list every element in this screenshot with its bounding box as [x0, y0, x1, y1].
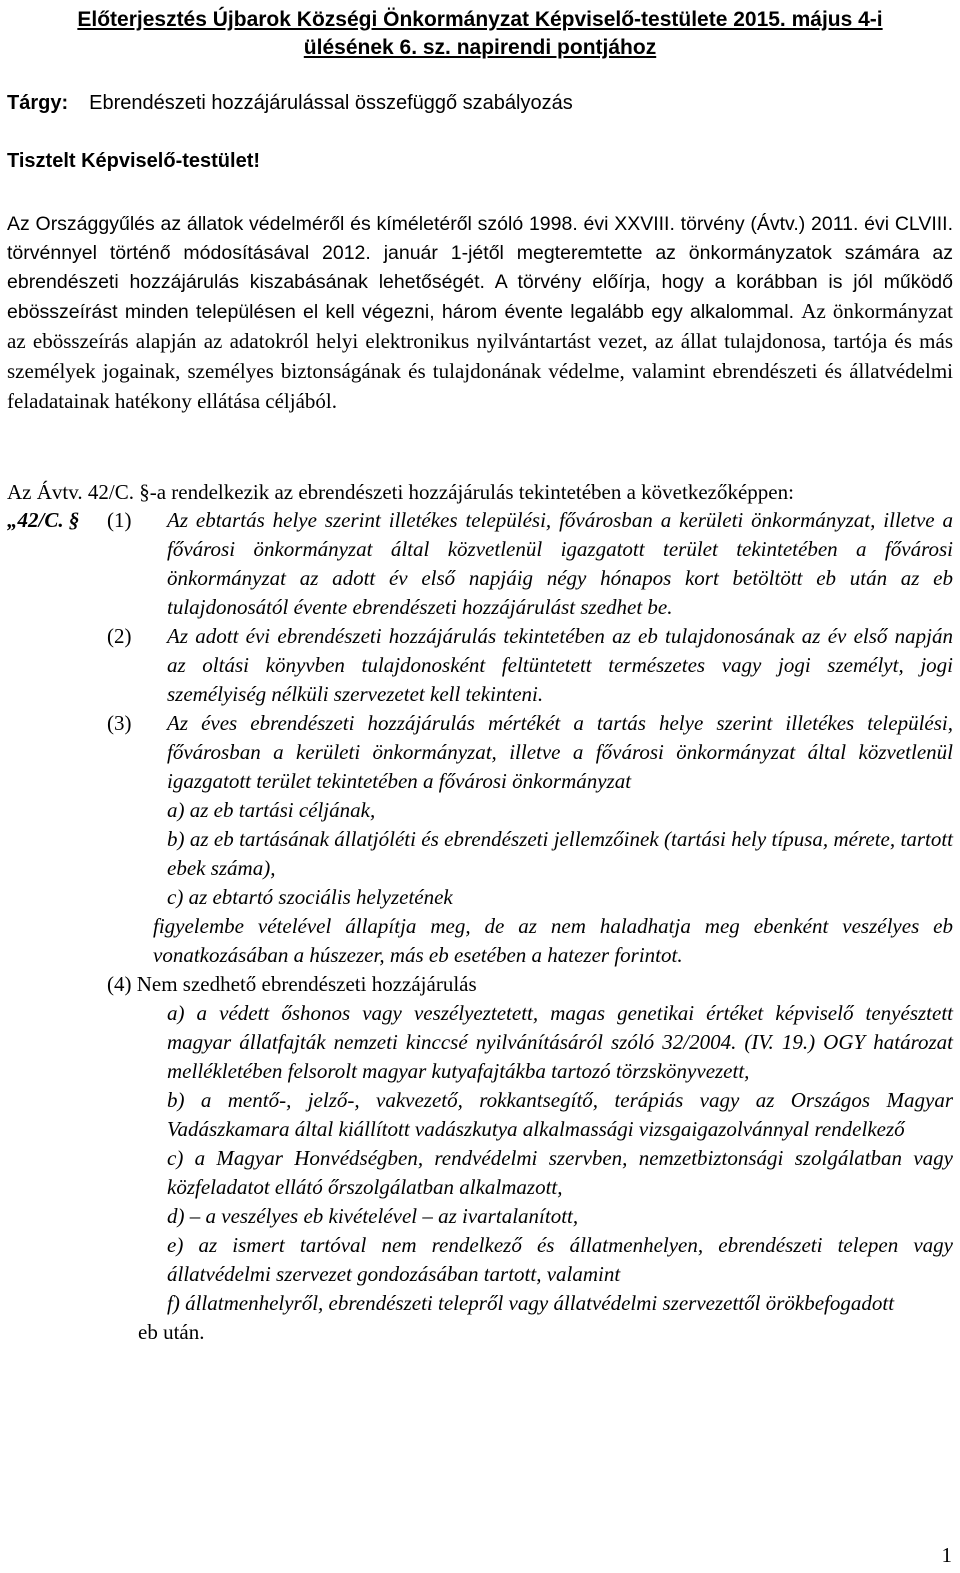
paragraph-4-item-c: c) a Magyar Honvédségben, rendvédelmi szervben, nemzetbiztonsági szolgálatban vagy közfeladatot ellátó őrszolgálatban alkalmazott,: [167, 1146, 953, 1199]
paragraph-4-item-b: b) a mentő-, jelző-, vakvezető, rokkantsegítő, terápiás vagy az Országos Magyar Vadászkamara által kiállított vadászkutya alkalmassági vizsgaigazolvánnyal rendelkező: [167, 1088, 953, 1141]
section-label: „42/C. §: [7, 508, 80, 532]
subject-label: Tárgy:: [7, 92, 69, 114]
paragraph-1-text: Az ebtartás helye szerint illetékes települési, fővárosban a kerületi önkormányzat, illetve a fővárosi önkormányzat által közvetlenül igazgatott terület tekintetében a fővárosi önkormányzat az adott év első napjáig négy hónapos kort betöltött eb után az eb tulajdonosától évente ebrendészeti hozzájárulást szedhet be.: [167, 508, 953, 619]
paragraph-4-item-e: e) az ismert tartóval nem rendelkező és állatmenhelyen, ebrendészeti telepen vagy állatvédelmi szervezet gondozásában tartott, valamint: [167, 1233, 953, 1286]
reference-line: Az Ávtv. 42/C. §-a rendelkezik az ebrendészeti hozzájárulás tekintetében a következőképpen:: [7, 480, 794, 504]
law-paragraph-1: [7, 506, 953, 622]
paragraph-4-item-d: d) – a veszélyes eb kivételével – az ivartalanított,: [167, 1204, 579, 1228]
paragraph-4-heading: (4) Nem szedhető ebrendészeti hozzájárulás: [107, 972, 477, 996]
paragraph-1-label: (1): [107, 508, 132, 532]
intro-part-1: Az Országgyűlés az állatok védelméről és kíméletéről szóló 1998. évi XXVIII. törvény (Ávtv.) 2011. évi CLVIII. törvénnyel történő módosításával 2012. január 1-jétől megteremtette az önkormányzatok számára az ebrendészeti hozzájárulás kiszabásának lehetőségét. A törvény előírja, hogy a korábban is jól működő ebösszeírást minden településen el kell végezni, három évente legalább egy alkalommal.: [7, 213, 953, 323]
title-line-2: ülésének 6. sz. napirendi pontjához: [303, 36, 657, 59]
title-line-1: Előterjesztés Újbarok Községi Önkormányzat Képviselő-testülete 2015. május 4-i: [77, 8, 883, 31]
intro-part-2: Az önkormányzat az ebösszeírás alapján az adatokról helyi elektronikus nyilvántartást vezet, az állat tulajdonosa, tartója és más személyek jogainak, személyes biztonságának és tulajdonának védelme, valamint ebrendészeti és állatvédelmi feladatainak hatékony ellátása céljából.: [7, 299, 953, 413]
greeting: Tisztelt Képviselő-testület!: [7, 150, 261, 172]
subject-line: [7, 90, 953, 116]
law-quote: [7, 506, 953, 1347]
document-title: [0, 6, 960, 62]
intro-paragraph: [7, 210, 953, 417]
page-number: 1: [941, 1543, 952, 1567]
paragraph-3-label: (3): [107, 711, 132, 735]
paragraph-3-item-a: a) az eb tartási céljának,: [167, 798, 376, 822]
paragraph-2-label: (2): [107, 624, 132, 648]
paragraph-3-item-b: b) az eb tartásának állatjóléti és ebrendészeti jellemzőinek (tartási hely típusa, mérete, tartott ebek száma),: [167, 827, 953, 880]
paragraph-3-item-c: c) az ebtartó szociális helyzetének: [167, 885, 453, 909]
paragraph-3-text: Az éves ebrendészeti hozzájárulás mértékét a tartás helye szerint illetékes települési, fővárosban a kerületi önkormányzat, illetve a fővárosi önkormányzat által közvetlenül igazgatott terület tekintetében a fővárosi önkormányzat: [167, 711, 953, 793]
quote-ending: eb után.: [138, 1320, 205, 1344]
subject-text: Ebrendészeti hozzájárulással összefüggő szabályozás: [89, 92, 573, 114]
paragraph-2-text: Az adott évi ebrendészeti hozzájárulás tekintetében az eb tulajdonosának az év első napján az oltási könyvben tulajdonosként feltüntetett természetes vagy jogi személyt, jogi személyiség nélküli szervezetet kell tekinteni.: [167, 624, 953, 706]
paragraph-4-item-f: f) állatmenhelyről, ebrendészeti telepről vagy állatvédelmi szervezettől örökbefogadott: [167, 1291, 895, 1315]
law-paragraph-3: [7, 709, 953, 796]
law-paragraph-2: [7, 622, 953, 709]
paragraph-4-item-a: a) a védett őshonos vagy veszélyeztetett, magas genetikai értéket képviselő tenyésztett magyar állatfajták nemzeti kinccsé nyilvánításáról szóló 32/2004. (IV. 19.) OGY határozat mellékletében felsorolt magyar kutyafajtákba tartozó törzskönyvezett,: [167, 1001, 953, 1083]
paragraph-3-tail: figyelembe vételével állapítja meg, de az nem haladhatja meg ebenként veszélyes eb vonatkozásában a húszezer, más eb esetében a hatezer forintot.: [153, 914, 953, 967]
